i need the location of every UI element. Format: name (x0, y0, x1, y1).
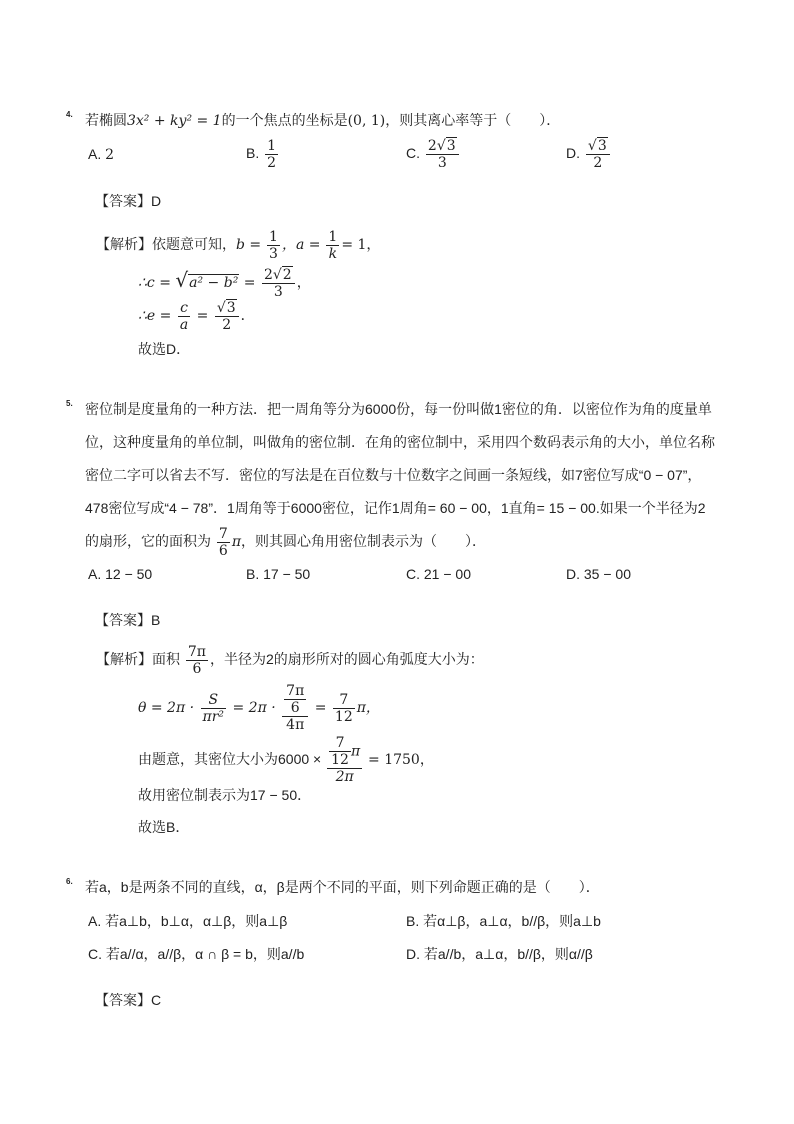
solution-line: ∴e = $\frac{c}{a}$ = $\frac{√3}{2}$ ． (138, 299, 255, 333)
answer: 【答案】B (95, 612, 161, 628)
option-a: A. 12 − 50 (88, 566, 153, 582)
fraction: $\frac{S}{\text{πr²}}$ (202, 691, 225, 725)
solution-line: ∴c = √a² − b² = $\frac{2√2}{3}$ ， (138, 266, 311, 300)
solution-conclusion: 故选D． (138, 341, 191, 357)
question-stem: 若a，b是两条不同的直线，α，β是两个不同的平面，则下列命题正确的是（ ）． (85, 879, 600, 895)
solution-formula: 由题意，其密位大小为6000 × $\frac{7}{12}$ π 2π = 1750， (138, 735, 434, 786)
question-stem-line: 478密位写成“4 − 78”．1周角等于6000密位，记作1周角= 60 − 00，1直角= 15 − 00.如果一个半径为2 (85, 500, 706, 516)
question-stem: 若椭圆3x² + ky² = 1的一个焦点的坐标是(0, 1)，则其离心率等于（ ）． (85, 112, 561, 129)
option-d: D. 35 − 00 (566, 566, 631, 582)
fraction: $\frac{2√2}{3}$ (262, 267, 295, 300)
option-a: A. 若a⊥b，b⊥α，α⊥β，则a⊥β (88, 913, 288, 929)
solution-line: 【解析】依题意可知，b = $\frac{1}{3}$ ，a = $\frac{1}{k}$ = 1， (96, 228, 381, 262)
compound-fraction: $\frac{7}{12}$ π 2π (327, 735, 362, 785)
option-b: B. 若α⊥β，a⊥α，b//β，则a⊥b (406, 913, 601, 929)
option-d: D. 若a//b，a⊥α，b//β，则α//β (406, 946, 593, 962)
question-number: 4. (66, 110, 73, 119)
option-d: D. $\frac{√3}{2}$ (566, 134, 612, 172)
solution-line: 故用密位制表示为17 − 50． (138, 787, 312, 803)
fraction: $\frac{1}{3}$ (269, 228, 278, 262)
option-b: B. $\frac{1}{2}$ (246, 137, 277, 171)
question-stem-line: 密位二字可以省去不写．密位的写法是在百位数与十位数字之间画一条短线，如7密位写成“0 − 07”， (85, 467, 702, 483)
option-c: C. 21 − 00 (406, 566, 471, 582)
answer: 【答案】C (95, 992, 162, 1008)
question-number: 6. (66, 877, 73, 886)
fraction: $\frac{7}{6}$ (218, 525, 228, 559)
question-number: 5. (66, 399, 73, 408)
question-stem-line: 的扇形，它的面积为 $\frac{7}{6}$ π，则其圆心角用密位制表示为（ ）． (85, 525, 487, 559)
option-c: C. 若a//α，a//β，α ∩ β = b，则a//b (88, 946, 305, 962)
fraction: $\frac{√3}{2}$ (586, 138, 610, 171)
option-a: A. 2 (88, 146, 115, 163)
solution-conclusion: 故选B． (138, 819, 190, 835)
option-c: C. $\frac{2√3}{3}$ (406, 134, 461, 172)
solution-line: 【解析】面积 $\frac{7\pi}{6}$ ，半径为2的扇形所对的圆心角弧度大小为： (96, 643, 484, 677)
fraction: $\frac{c}{a}$ (179, 299, 189, 333)
question-stem-line: 密位制是度量角的一种方法．把一周角等分为6000份，每一份叫做1密位的角．以密位作为角的度量单 (85, 401, 712, 417)
compound-fraction: $\frac{\frac{7\pi}{6}}{4\pi}$ (282, 683, 308, 733)
fraction: $\frac{7\pi}{6}$ (187, 643, 206, 677)
fraction: $\frac{1}{k}$ (328, 228, 338, 262)
fraction: $\frac{2√3}{3}$ (426, 138, 459, 171)
fraction: $\frac{1}{2}$ (267, 137, 277, 171)
solution-formula: θ = 2π · $\frac{S}{\text{πr²}}$ = 2π · $\frac{\frac{7\pi}{6}}{4\pi}$ = $\frac{7}{12}$ π， (138, 683, 380, 733)
question-stem-line: 位，这种度量角的单位制，叫做角的密位制．在角的密位制中，采用四个数码表示角的大小，单位名称 (85, 434, 715, 450)
option-b: B. 17 − 50 (246, 566, 311, 582)
answer: 【答案】D (95, 193, 162, 209)
fraction: $\frac{7}{12}$ (334, 691, 353, 725)
fraction: $\frac{√3}{2}$ (215, 300, 239, 333)
